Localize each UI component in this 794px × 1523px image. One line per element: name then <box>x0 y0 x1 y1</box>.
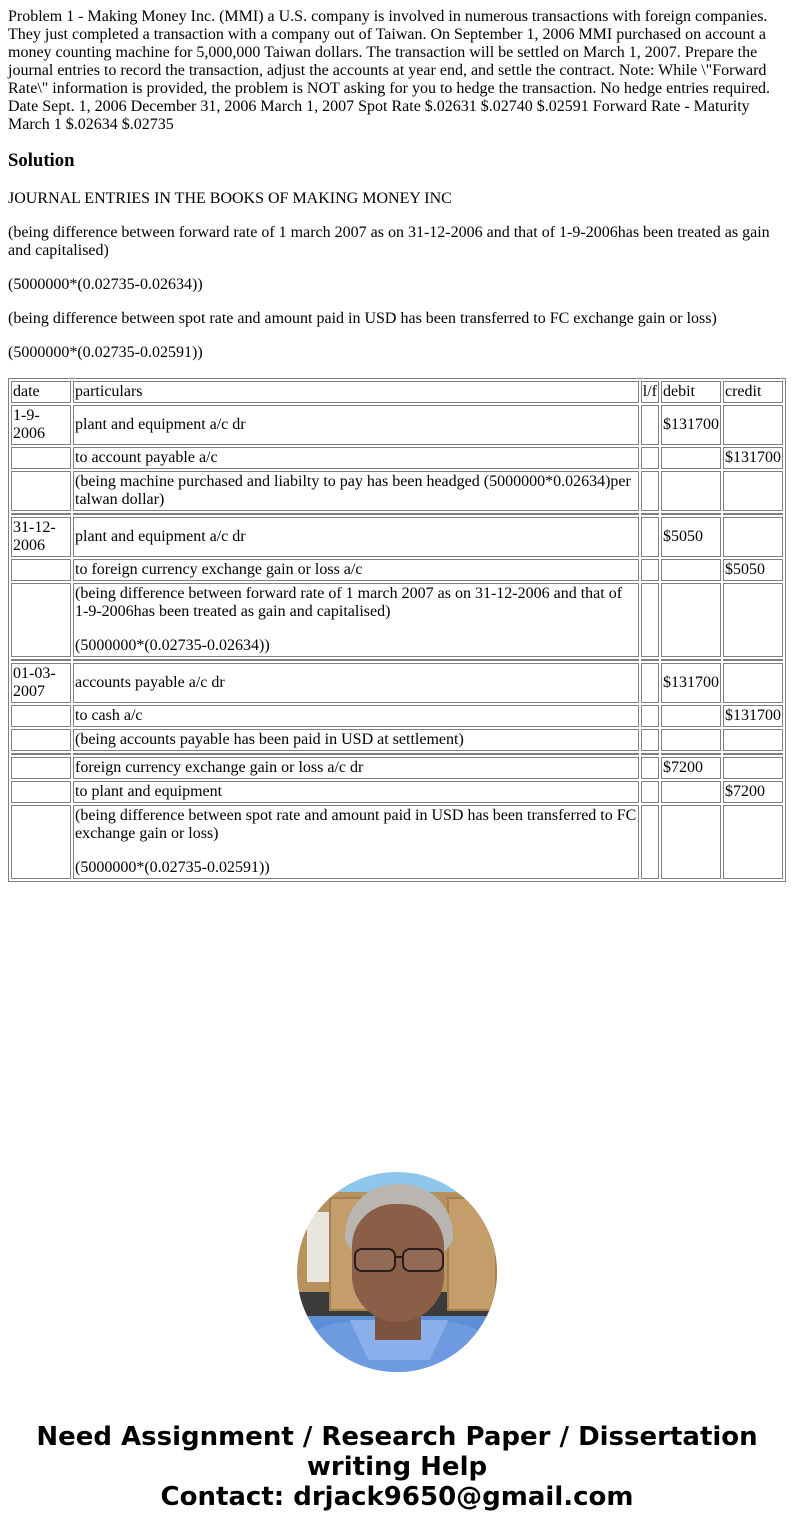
entry-debit <box>661 559 721 581</box>
person-photo-avatar-icon <box>297 1172 497 1372</box>
promo-banner <box>0 1422 794 1512</box>
header-particulars: particulars <box>73 381 639 403</box>
table-row <box>11 559 783 581</box>
entry-separator <box>11 659 783 661</box>
entry-credit: $131700 <box>723 447 783 469</box>
entry-debit <box>661 583 721 657</box>
entry-lf <box>641 729 659 751</box>
entry-lf <box>641 583 659 657</box>
entry-particulars: foreign currency exchange gain or loss a/c dr <box>73 757 639 779</box>
entry-credit <box>723 757 783 779</box>
promo-line-1: Need Assignment / Research Paper / Dissertation writing Help <box>36 1422 758 1482</box>
entry-lf <box>641 663 659 703</box>
table-row <box>11 447 783 469</box>
entry-date <box>11 805 71 879</box>
lens-graphic <box>402 1248 444 1272</box>
entry-lf <box>641 757 659 779</box>
header-date: date <box>11 381 71 403</box>
entry-date <box>11 447 71 469</box>
entry-credit <box>723 405 783 445</box>
entry-debit: $131700 <box>661 663 721 703</box>
entry-date: 31-12-2006 <box>11 517 71 557</box>
entry-date <box>11 583 71 657</box>
entry-date <box>11 471 71 511</box>
entry-date: 1-9-2006 <box>11 405 71 445</box>
entry-particulars: plant and equipment a/c dr <box>73 517 639 557</box>
entry-particulars: to cash a/c <box>73 705 639 727</box>
entry-debit: $7200 <box>661 757 721 779</box>
narration-formula: (5000000*(0.02735-0.02591)) <box>75 859 270 876</box>
glasses-icon <box>352 1248 444 1270</box>
entry-debit: $131700 <box>661 405 721 445</box>
entry-date <box>11 559 71 581</box>
table-row <box>11 405 783 445</box>
entry-debit <box>661 447 721 469</box>
entry-narration <box>73 805 639 879</box>
solution-note-2: (5000000*(0.02735-0.02634)) <box>8 276 203 293</box>
promo-contact: Contact: drjack9650@gmail.com <box>160 1482 634 1512</box>
entry-narration: (being machine purchased and liabilty to pay has been headged (5000000*0.02634)per talwan dollar) <box>73 471 639 511</box>
bridge-graphic <box>394 1256 402 1258</box>
entry-lf <box>641 705 659 727</box>
journal-title: JOURNAL ENTRIES IN THE BOOKS OF MAKING MONEY INC <box>8 190 452 207</box>
entry-lf <box>641 405 659 445</box>
table-row <box>11 583 783 657</box>
table-row <box>11 663 783 703</box>
entry-lf <box>641 559 659 581</box>
table-row <box>11 781 783 803</box>
entry-narration <box>73 583 639 657</box>
solution-note-1: (being difference between forward rate of 1 march 2007 as on 31-12-2006 and that of 1-9-2006has been treated as gain and capitalised) <box>8 224 770 259</box>
narration-text: (being difference between forward rate of 1 march 2007 as on 31-12-2006 and that of 1-9-2006has been treated as gain and capitalised) <box>75 585 623 620</box>
table-row <box>11 729 783 751</box>
header-debit: debit <box>661 381 721 403</box>
entry-credit <box>723 471 783 511</box>
table-header-row <box>11 381 783 403</box>
entry-date <box>11 757 71 779</box>
entry-debit <box>661 781 721 803</box>
entry-debit <box>661 705 721 727</box>
entry-date <box>11 729 71 751</box>
table-row <box>11 705 783 727</box>
blank-space <box>0 882 794 1172</box>
entry-credit: $5050 <box>723 559 783 581</box>
wood-panel-graphic <box>447 1197 497 1311</box>
entry-date: 01-03-2007 <box>11 663 71 703</box>
entry-credit: $131700 <box>723 705 783 727</box>
entry-date <box>11 781 71 803</box>
entry-lf <box>641 805 659 879</box>
table-row <box>11 471 783 511</box>
header-lf: l/f <box>641 381 659 403</box>
narration-formula: (5000000*(0.02735-0.02634)) <box>75 637 270 654</box>
journal-entries-table <box>8 378 786 882</box>
table-row <box>11 757 783 779</box>
entry-credit <box>723 663 783 703</box>
narration-gap <box>75 621 637 637</box>
entry-separator <box>11 753 783 755</box>
entry-particulars: to foreign currency exchange gain or loss a/c <box>73 559 639 581</box>
entry-credit <box>723 805 783 879</box>
entry-credit: $7200 <box>723 781 783 803</box>
entry-particulars: plant and equipment a/c dr <box>73 405 639 445</box>
solution-note-3: (being difference between spot rate and amount paid in USD has been transferred to FC exchange gain or loss) <box>8 310 717 327</box>
table-row <box>11 805 783 879</box>
entry-particulars: to account payable a/c <box>73 447 639 469</box>
solution-note-4: (5000000*(0.02735-0.02591)) <box>8 344 203 361</box>
entry-lf <box>641 447 659 469</box>
entry-credit <box>723 729 783 751</box>
avatar-container <box>0 1172 794 1372</box>
problem-statement: Problem 1 - Making Money Inc. (MMI) a U.S. company is involved in numerous transactions with foreign companies. They just completed a transaction with a company out of Taiwan. On September 1, 2006 MMI purchased on account a money counting machine for 5,000,000 Taiwan dollars. The transaction will be settled on March 1, 2007. Prepare the journal entries to record the transaction, adjust the accounts at year end, and settle the contract. Note: While \"Forward Rate\" information is provided, the problem is NOT asking for you to hedge the transaction. No hedge entries required. Date Sept. 1, 2006 December 31, 2006 March 1, 2007 Spot Rate $.02631 $.02740 $.02591 Forward Rate - Maturity March 1 $.02634 $.02735 <box>8 8 771 133</box>
entry-credit <box>723 517 783 557</box>
lens-graphic <box>354 1248 396 1272</box>
entry-particulars: to plant and equipment <box>73 781 639 803</box>
entry-narration: (being accounts payable has been paid in USD at settlement) <box>73 729 639 751</box>
solution-heading: Solution <box>8 150 75 171</box>
header-credit: credit <box>723 381 783 403</box>
entry-particulars: accounts payable a/c dr <box>73 663 639 703</box>
entry-debit <box>661 805 721 879</box>
narration-gap <box>75 843 637 859</box>
entry-separator <box>11 513 783 515</box>
entry-debit <box>661 471 721 511</box>
entry-lf <box>641 781 659 803</box>
entry-debit <box>661 729 721 751</box>
entry-debit: $5050 <box>661 517 721 557</box>
entry-date <box>11 705 71 727</box>
table-row <box>11 517 783 557</box>
narration-text: (being difference between spot rate and amount paid in USD has been transferred to FC exchange gain or loss) <box>75 807 637 842</box>
entry-lf <box>641 517 659 557</box>
entry-lf <box>641 471 659 511</box>
entry-credit <box>723 583 783 657</box>
